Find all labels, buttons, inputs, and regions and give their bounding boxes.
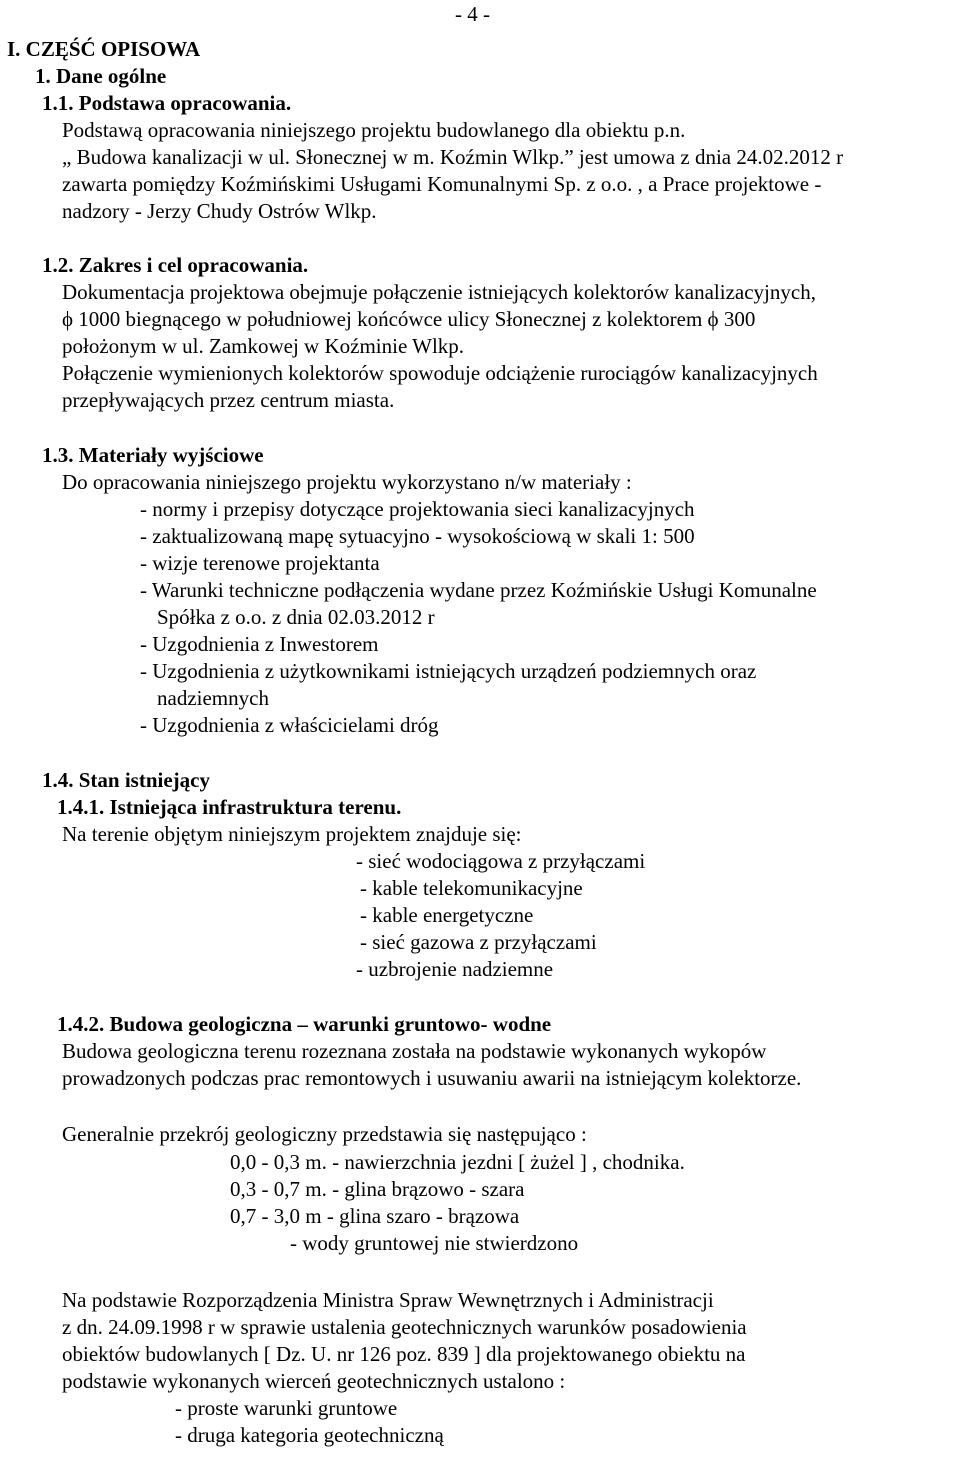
list-item: - zaktualizowaną mapę sytuacyjno - wysokościową w skali 1: 500 [140, 524, 695, 548]
paragraph-line: obiektów budowlanych [ Dz. U. nr 126 poz. 839 ] dla projektowanego obiektu na [62, 1342, 746, 1366]
paragraph-line: Do opracowania niniejszego projektu wykorzystano n/w materiały : [62, 470, 632, 494]
list-item: - kable energetyczne [360, 903, 534, 927]
paragraph-line: nadzory - Jerzy Chudy Ostrów Wlkp. [62, 199, 377, 223]
paragraph-line: ϕ 1000 biegnącego w południowej końcówce ulicy Słonecznej z kolektorem ϕ 300 [62, 307, 756, 331]
paragraph-line: Budowa geologiczna terenu rozeznana została na podstawie wykonanych wykopów [62, 1039, 767, 1063]
paragraph-line: zawarta pomiędzy Koźmińskimi Usługami Komunalnymi Sp. z o.o. , a Prace projektowe - [62, 172, 822, 196]
geology-row: 0,3 - 0,7 m. - glina brązowo - szara [230, 1177, 525, 1201]
paragraph-line: z dn. 24.09.1998 r w sprawie ustalenia geotechnicznych warunków posadowienia [62, 1315, 747, 1339]
section-1-1-heading: 1.1. Podstawa opracowania. [42, 91, 292, 115]
paragraph-line: Dokumentacja projektowa obejmuje połączenie istniejących kolektorów kanalizacyjnych, [62, 280, 816, 304]
paragraph-line: Podstawą opracowania niniejszego projektu budowlanego dla obiektu p.n. [62, 118, 686, 142]
paragraph-line: przepływających przez centrum miasta. [62, 388, 395, 412]
part-title: I. CZĘŚĆ OPISOWA [7, 37, 201, 61]
list-item: - sieć wodociągowa z przyłączami [356, 849, 646, 873]
paragraph-line: podstawie wykonanych wierceń geotechnicznych ustalono : [62, 1369, 566, 1393]
list-item: - uzbrojenie nadziemne [356, 957, 554, 981]
list-item: - druga kategoria geotechniczną [175, 1423, 444, 1447]
list-item: - sieć gazowa z przyłączami [360, 930, 597, 954]
paragraph-line: Na terenie objętym niniejszym projektem znajduje się: [62, 822, 522, 846]
section-1-4-2-heading: 1.4.2. Budowa geologiczna – warunki gruntowo- wodne [57, 1012, 552, 1036]
section-1-heading: 1. Dane ogólne [35, 64, 167, 88]
list-item: - wizje terenowe projektanta [140, 551, 380, 575]
paragraph-line: prowadzonych podczas prac remontowych i usuwaniu awarii na istniejącym kolektorze. [62, 1066, 802, 1090]
geology-row: 0,0 - 0,3 m. - nawierzchnia jezdni [ żużel ] , chodnika. [230, 1150, 685, 1174]
page-number: - 4 - [455, 2, 490, 26]
list-item-continuation: nadziemnych [157, 686, 269, 710]
list-item: - normy i przepisy dotyczące projektowania sieci kanalizacyjnych [140, 497, 695, 521]
section-1-4-1-heading: 1.4.1. Istniejąca infrastruktura terenu. [57, 795, 402, 819]
paragraph-line: „ Budowa kanalizacji w ul. Słonecznej w m. Koźmin Wlkp.” jest umowa z dnia 24.02.2012 r [62, 145, 844, 169]
section-1-2-heading: 1.2. Zakres i cel opracowania. [42, 253, 309, 277]
list-item: - Warunki techniczne podłączenia wydane przez Koźmińskie Usługi Komunalne [140, 578, 817, 602]
list-item: - proste warunki gruntowe [175, 1396, 398, 1420]
list-item: - Uzgodnienia z właścicielami dróg [140, 713, 439, 737]
list-item: - kable telekomunikacyjne [360, 876, 583, 900]
paragraph-line: położonym w ul. Zamkowej w Koźminie Wlkp. [62, 334, 465, 358]
list-item: - Uzgodnienia z Inwestorem [140, 632, 379, 656]
paragraph-line: Na podstawie Rozporządzenia Ministra Spraw Wewnętrznych i Administracji [62, 1288, 714, 1312]
paragraph-line: Połączenie wymienionych kolektorów spowoduje odciążenie rurociągów kanalizacyjnych [62, 361, 818, 385]
section-1-4-heading: 1.4. Stan istniejący [42, 768, 210, 792]
geology-row: - wody gruntowej nie stwierdzono [290, 1231, 579, 1255]
list-item-continuation: Spółka z o.o. z dnia 02.03.2012 r [157, 605, 435, 629]
geology-row: 0,7 - 3,0 m - glina szaro - brązowa [230, 1204, 520, 1228]
section-1-3-heading: 1.3. Materiały wyjściowe [42, 443, 264, 467]
list-item: - Uzgodnienia z użytkownikami istniejących urządzeń podziemnych oraz [140, 659, 757, 683]
paragraph-line: Generalnie przekrój geologiczny przedstawia się następująco : [62, 1122, 587, 1146]
